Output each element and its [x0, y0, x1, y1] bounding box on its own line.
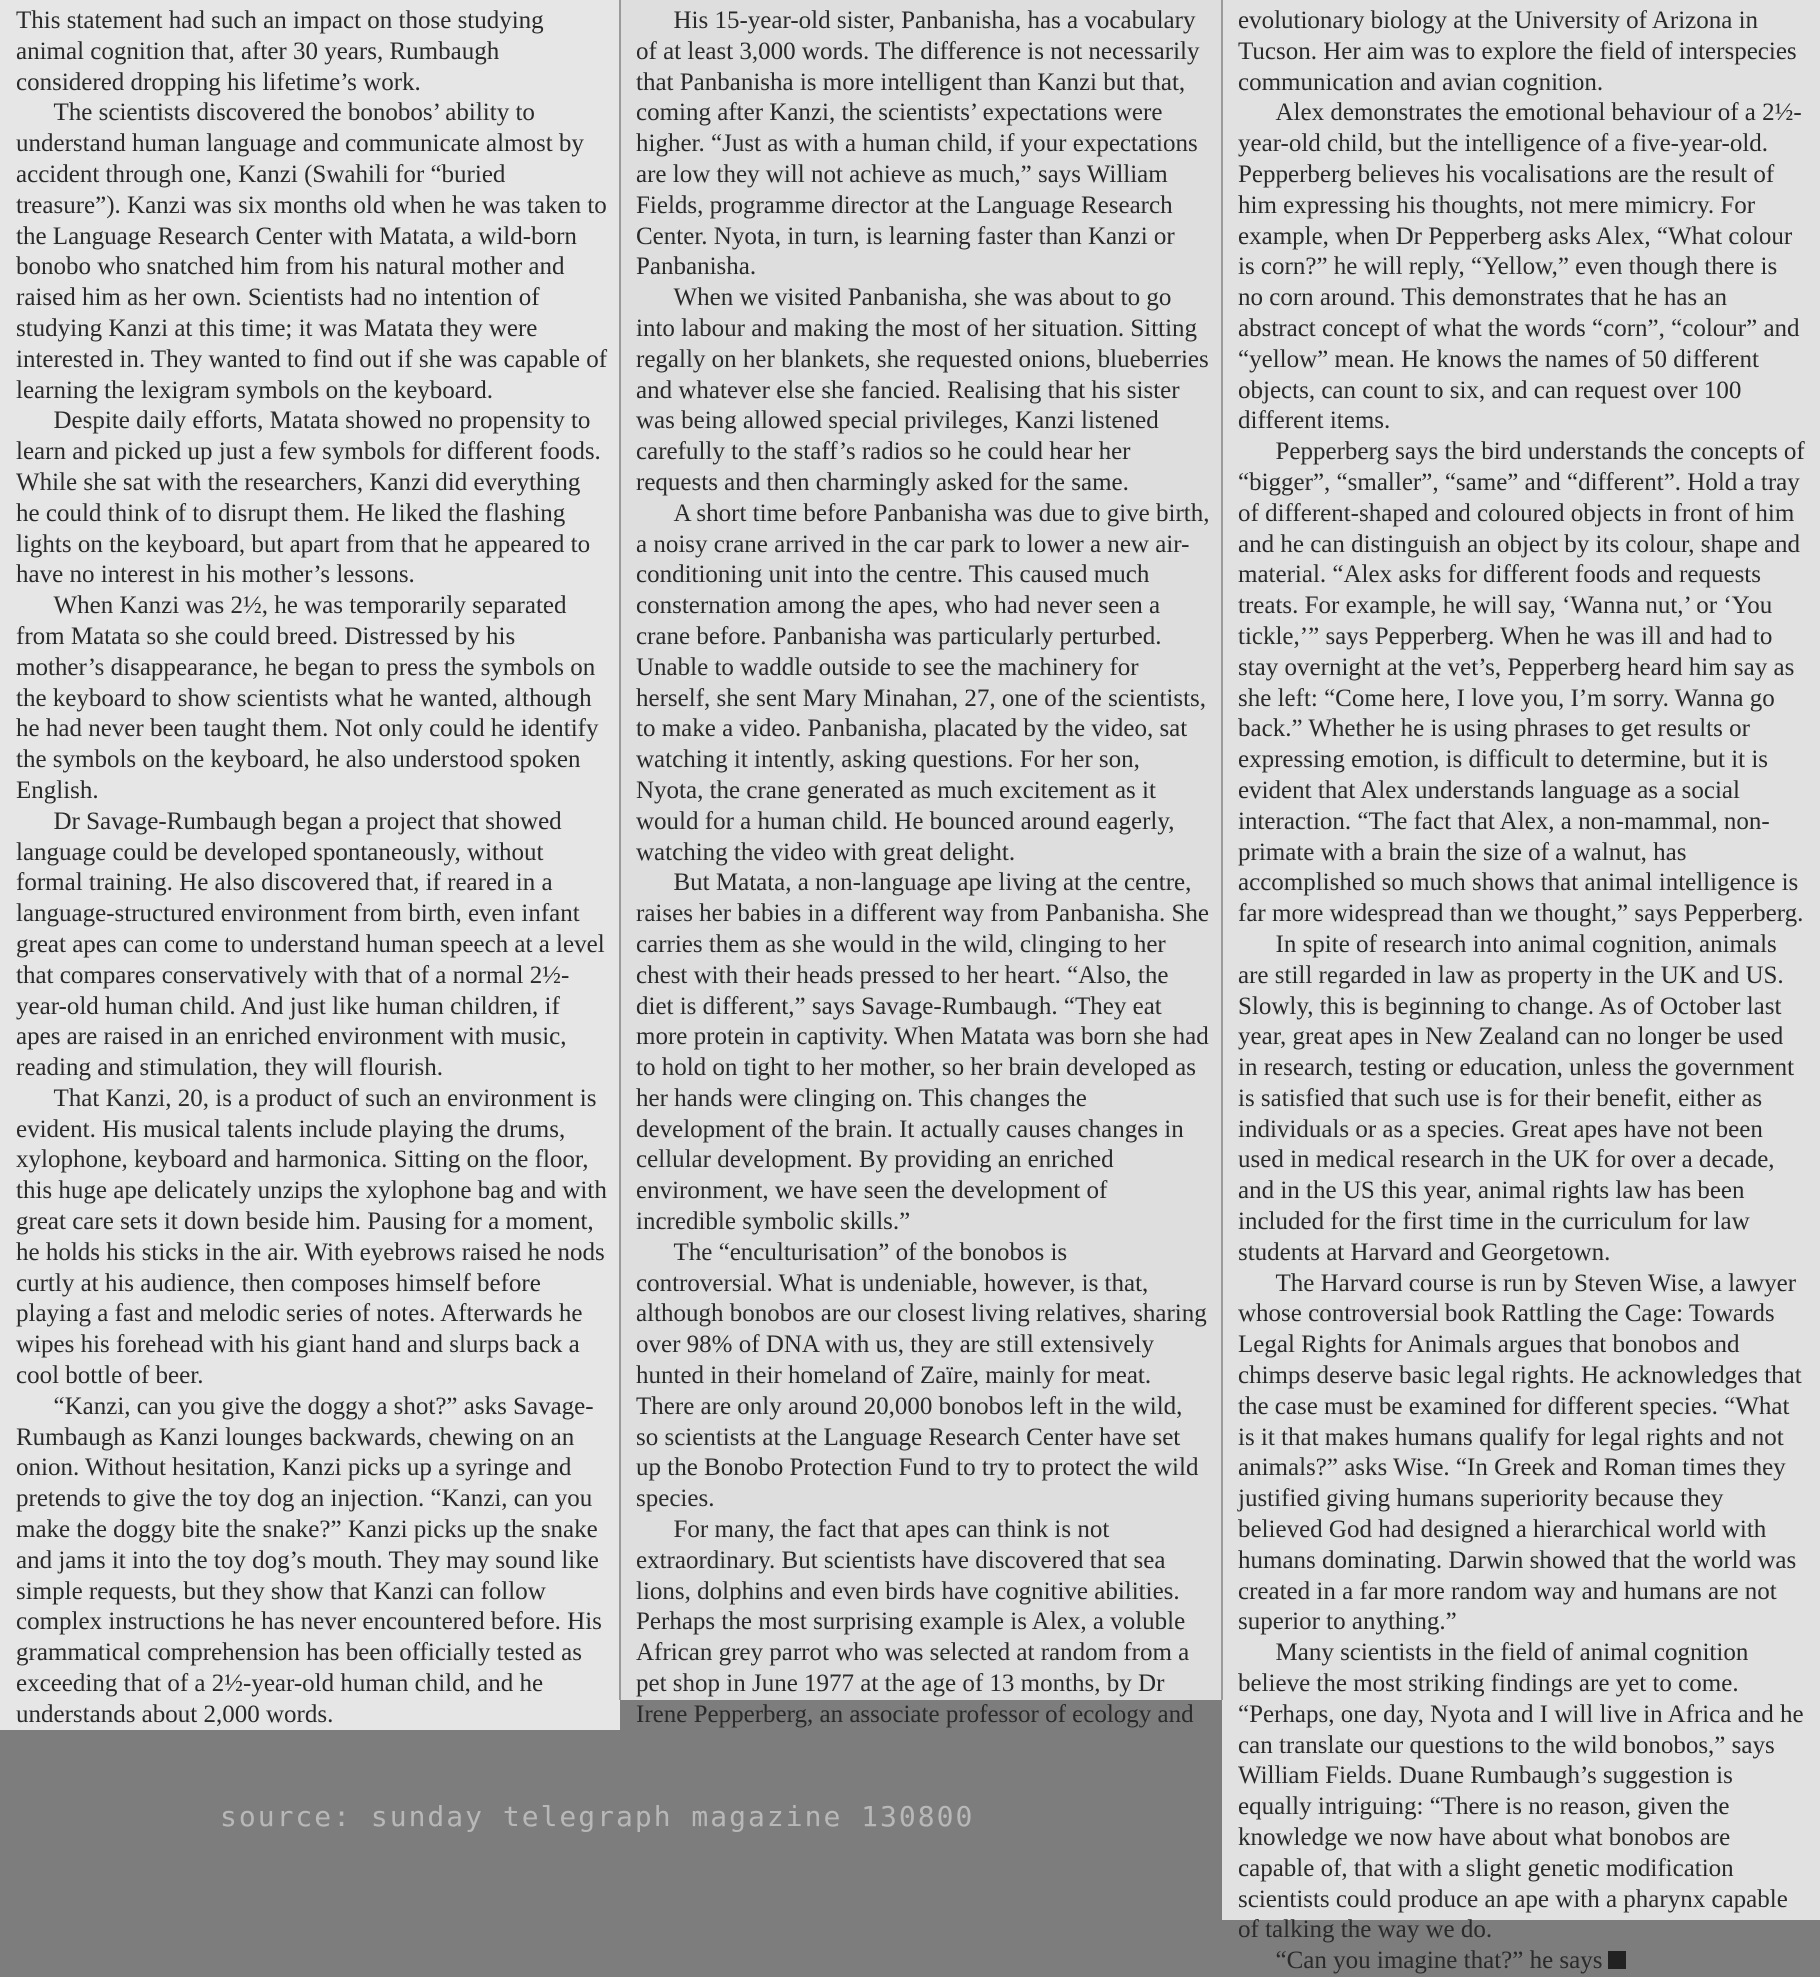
paragraph: In spite of research into animal cognition, animals are still regarded in law as property in the UK and US. Slowly, this is beginning to change. As of October last year, great apes in New Zealand can no longer be used in research, testing or education, unless the government is satisfied that such use is for their benefit, either as individuals or as a species. Great apes have not been used in medical research in the UK for over a decade, and in the US this year, animal rights law has been included for the first time in the curriculum for law students at Harvard and Georgetown.	[1238, 930, 1795, 1266]
paragraph: But Matata, a non-language ape living at the centre, raises her babies in a different way from Panbanisha. She carries them as she would in the wild, clinging to her chest with their heads pressed to her heart. “Also, the diet is different,” says Savage-Rumbaugh. “They eat more protein in captivity. When Matata was born she had to hold on tight to her mother, so her brain developed as her hands were clinging on. This changes the development of the brain. It actually causes changes in cellular development. By providing an enriched environment, we have seen the development of incredible symbolic skills.”	[636, 869, 1209, 1236]
column-divider	[619, 0, 621, 1700]
paragraph: Despite daily efforts, Matata showed no propensity to learn and picked up just a few symbols for different foods. While she sat with the researchers, Kanzi did everything he could think of to disrupt them. He liked the flashing lights on the keyboard, but apart from that he appeared to have no interest in his mother’s lessons.	[16, 407, 601, 589]
article-column-2	[620, 0, 1222, 1728]
paragraph: For many, the fact that apes can think is not extraordinary. But scientists have discovered that sea lions, dolphins and even birds have cognitive abilities. Perhaps the most surprising example is Alex, a voluble African grey parrot who was selected at random from a pet shop in June 1977 at the age of 13 months, by Dr Irene Pepperberg, an associate professor of ecology and	[636, 1516, 1194, 1728]
paragraph: “Kanzi, can you give the doggy a shot?” asks Savage-Rumbaugh as Kanzi lounges backwards, chewing on an onion. Without hesitation, Kanzi picks up a syringe and pretends to give the toy dog an injection. “Kanzi, can you make the doggy bite the snake?” Kanzi picks up the snake and jams it into the toy dog’s mouth. They may sound like simple requests, but they show that Kanzi can follow complex instructions he has never encountered before. His grammatical comprehension has been officially tested as exceeding that of a 2½-year-old human child, and he understands about 2,000 words.	[16, 1392, 602, 1728]
end-of-article-mark-icon	[1608, 1951, 1626, 1969]
source-caption: source: sunday telegraph magazine 130800	[220, 1800, 975, 1833]
closing-quote: “Can you imagine that?” he says	[1275, 1947, 1603, 1975]
article-column-3	[1222, 0, 1820, 1975]
paragraph: The “enculturisation” of the bonobos is controversial. What is undeniable, however, is that, although bonobos are our closest living relatives, sharing over 98% of DNA with us, they are still extensively hunted in their homeland of Zaïre, mainly for meat. There are only around 20,000 bonobos left in the wild, so scientists at the Language Research Center have set up the Bonobo Protection Fund to try to protect the wild species.	[636, 1238, 1207, 1513]
column-divider	[1221, 0, 1223, 1700]
paragraph: His 15-year-old sister, Panbanisha, has a vocabulary of at least 3,000 words. The difference is not necessarily that Panbanisha is more intelligent than Kanzi but that, coming after Kanzi, the scientists’ expectations were higher. “Just as with a human child, if your expectations are low they will not achieve as much,” says William Fields, programme director at the Language Research Center. Nyota, in turn, is learning faster than Kanzi or Panbanisha.	[636, 7, 1200, 281]
closing-paragraph	[1238, 1946, 1808, 1977]
paragraph: Dr Savage-Rumbaugh began a project that showed language could be developed spontaneously, without formal training. He also discovered that, if reared in a language-structured environment from birth, even infant great apes can come to understand human speech at a level that compares conservatively with that of a normal 2½-year-old human child. And just like human children, if apes are raised in an enriched environment with music, reading and stimulation, they will flourish.	[16, 807, 605, 1082]
paragraph: The scientists discovered the bonobos’ ability to understand human language and communicate almost by accident through one, Kanzi (Swahili for “buried treasure”). Kanzi was six months old when he was taken to the Language Research Center with Matata, a wild-born bonobo who snatched him from his natural mother and raised him as her own. Scientists had no intention of studying Kanzi at this time; it was Matata they were interested in. They wanted to find out if she was capable of learning the lexigram symbols on the keyboard.	[16, 99, 608, 404]
paragraph: Alex demonstrates the emotional behaviour of a 2½-year-old child, but the intelligence of a five-year-old. Pepperberg believes his vocalisations are the result of him expressing his thoughts, not mere mimicry. For example, when Dr Pepperberg asks Alex, “What colour is corn?” he will reply, “Yellow,” even though there is no corn around. This demonstrates that he has an abstract concept of what the words “corn”, “colour” and “yellow” mean. He knows the names of 50 different objects, can count to six, and can request over 100 different items.	[1238, 99, 1802, 435]
paragraph: When we visited Panbanisha, she was about to go into labour and making the most of her situation. Sitting regally on her blankets, she requested onions, blueberries and whatever else she fancied. Realising that his sister was being allowed special privileges, Kanzi listened carefully to the staff’s radios so he could hear her requests and then charmingly asked for the same.	[636, 284, 1209, 496]
paragraph: That Kanzi, 20, is a product of such an environment is evident. His musical talents include playing the drums, xylophone, keyboard and harmonica. Sitting on the floor, this huge ape delicately unzips the xylophone bag and with great care sets it down beside him. Pausing for a moment, he holds his sticks in the air. With eyebrows raised he nods curtly at his audience, then composes himself before playing a fast and melodic series of notes. Afterwards he wipes his forehead with his giant hand and slurps back a cool bottle of beer.	[16, 1084, 607, 1390]
paragraph: The Harvard course is run by Steven Wise, a lawyer whose controversial book Rattling the Cage: Towards Legal Rights for Animals argues that bonobos and chimps deserve basic legal rights. He acknowledges that the case must be examined for different species. “What is it that makes humans qualify for legal rights and not animals?” asks Wise. “In Greek and Roman times they justified giving humans superiority because they believed God had designed a hierarchical world with humans dominating. Darwin showed that the world was created in a far more random way and humans are not superior to anything.”	[1238, 1269, 1802, 1636]
article-column-1	[0, 0, 620, 1730]
paragraph: A short time before Panbanisha was due to give birth, a noisy crane arrived in the car park to lower a new air-conditioning unit into the centre. This caused much consternation among the apes, who had never seen a crane before. Panbanisha was particularly perturbed. Unable to waddle outside to see the machinery for herself, she sent Mary Minahan, 27, one of the scientists, to make a video. Panbanisha, placated by the video, sat watching it intently, asking questions. For her son, Nyota, the crane generated as much excitement as it would for a human child. He bounced around eagerly, watching the video with great delight.	[636, 499, 1210, 866]
paragraph: evolutionary biology at the University of Arizona in Tucson. Her aim was to explore the field of interspecies communication and avian cognition.	[1238, 7, 1797, 96]
paragraph: This statement had such an impact on those studying animal cognition that, after 30 years, Rumbaugh considered dropping his lifetime’s work.	[16, 7, 544, 96]
paragraph: Many scientists in the field of animal cognition believe the most striking findings are yet to come. “Perhaps, one day, Nyota and I will live in Africa and he can translate our questions to the wild bonobos,” says William Fields. Duane Rumbaugh’s suggestion is equally intriguing: “There is no reason, given the knowledge we now have about what bonobos are capable of, that with a slight genetic modification scientists could produce an ape with a pharynx capable of talking the way we do.	[1238, 1639, 1804, 1944]
paragraph: Pepperberg says the bird understands the concepts of “bigger”, “smaller”, “same” and “different”. Hold a tray of different-shaped and coloured objects in front of him and he can distinguish an object by its colour, shape and material. “Alex asks for different foods and requests treats. For example, he will say, ‘Wanna nut,’ or ‘You tickle,’” says Pepperberg. When he was ill and had to stay overnight at the vet’s, Pepperberg heard him say as she left: “Come here, I love you, I’m sorry. Wanna go back.” Whether he is using phrases to get results or expressing emotion, is difficult to determine, but it is evident that Alex understands language as a social interaction. “The fact that Alex, a non-mammal, non-primate with a brain the size of a walnut, has accomplished so much shows that animal intelligence is far more widespread than we thought,” says Pepperberg.	[1238, 438, 1805, 928]
paragraph: When Kanzi was 2½, he was temporarily separated from Matata so she could breed. Distressed by his mother’s disappearance, he began to press the symbols on the keyboard to show scientists what he wanted, although he had never been taught them. Not only could he identify the symbols on the keyboard, he also understood spoken English.	[16, 592, 599, 804]
